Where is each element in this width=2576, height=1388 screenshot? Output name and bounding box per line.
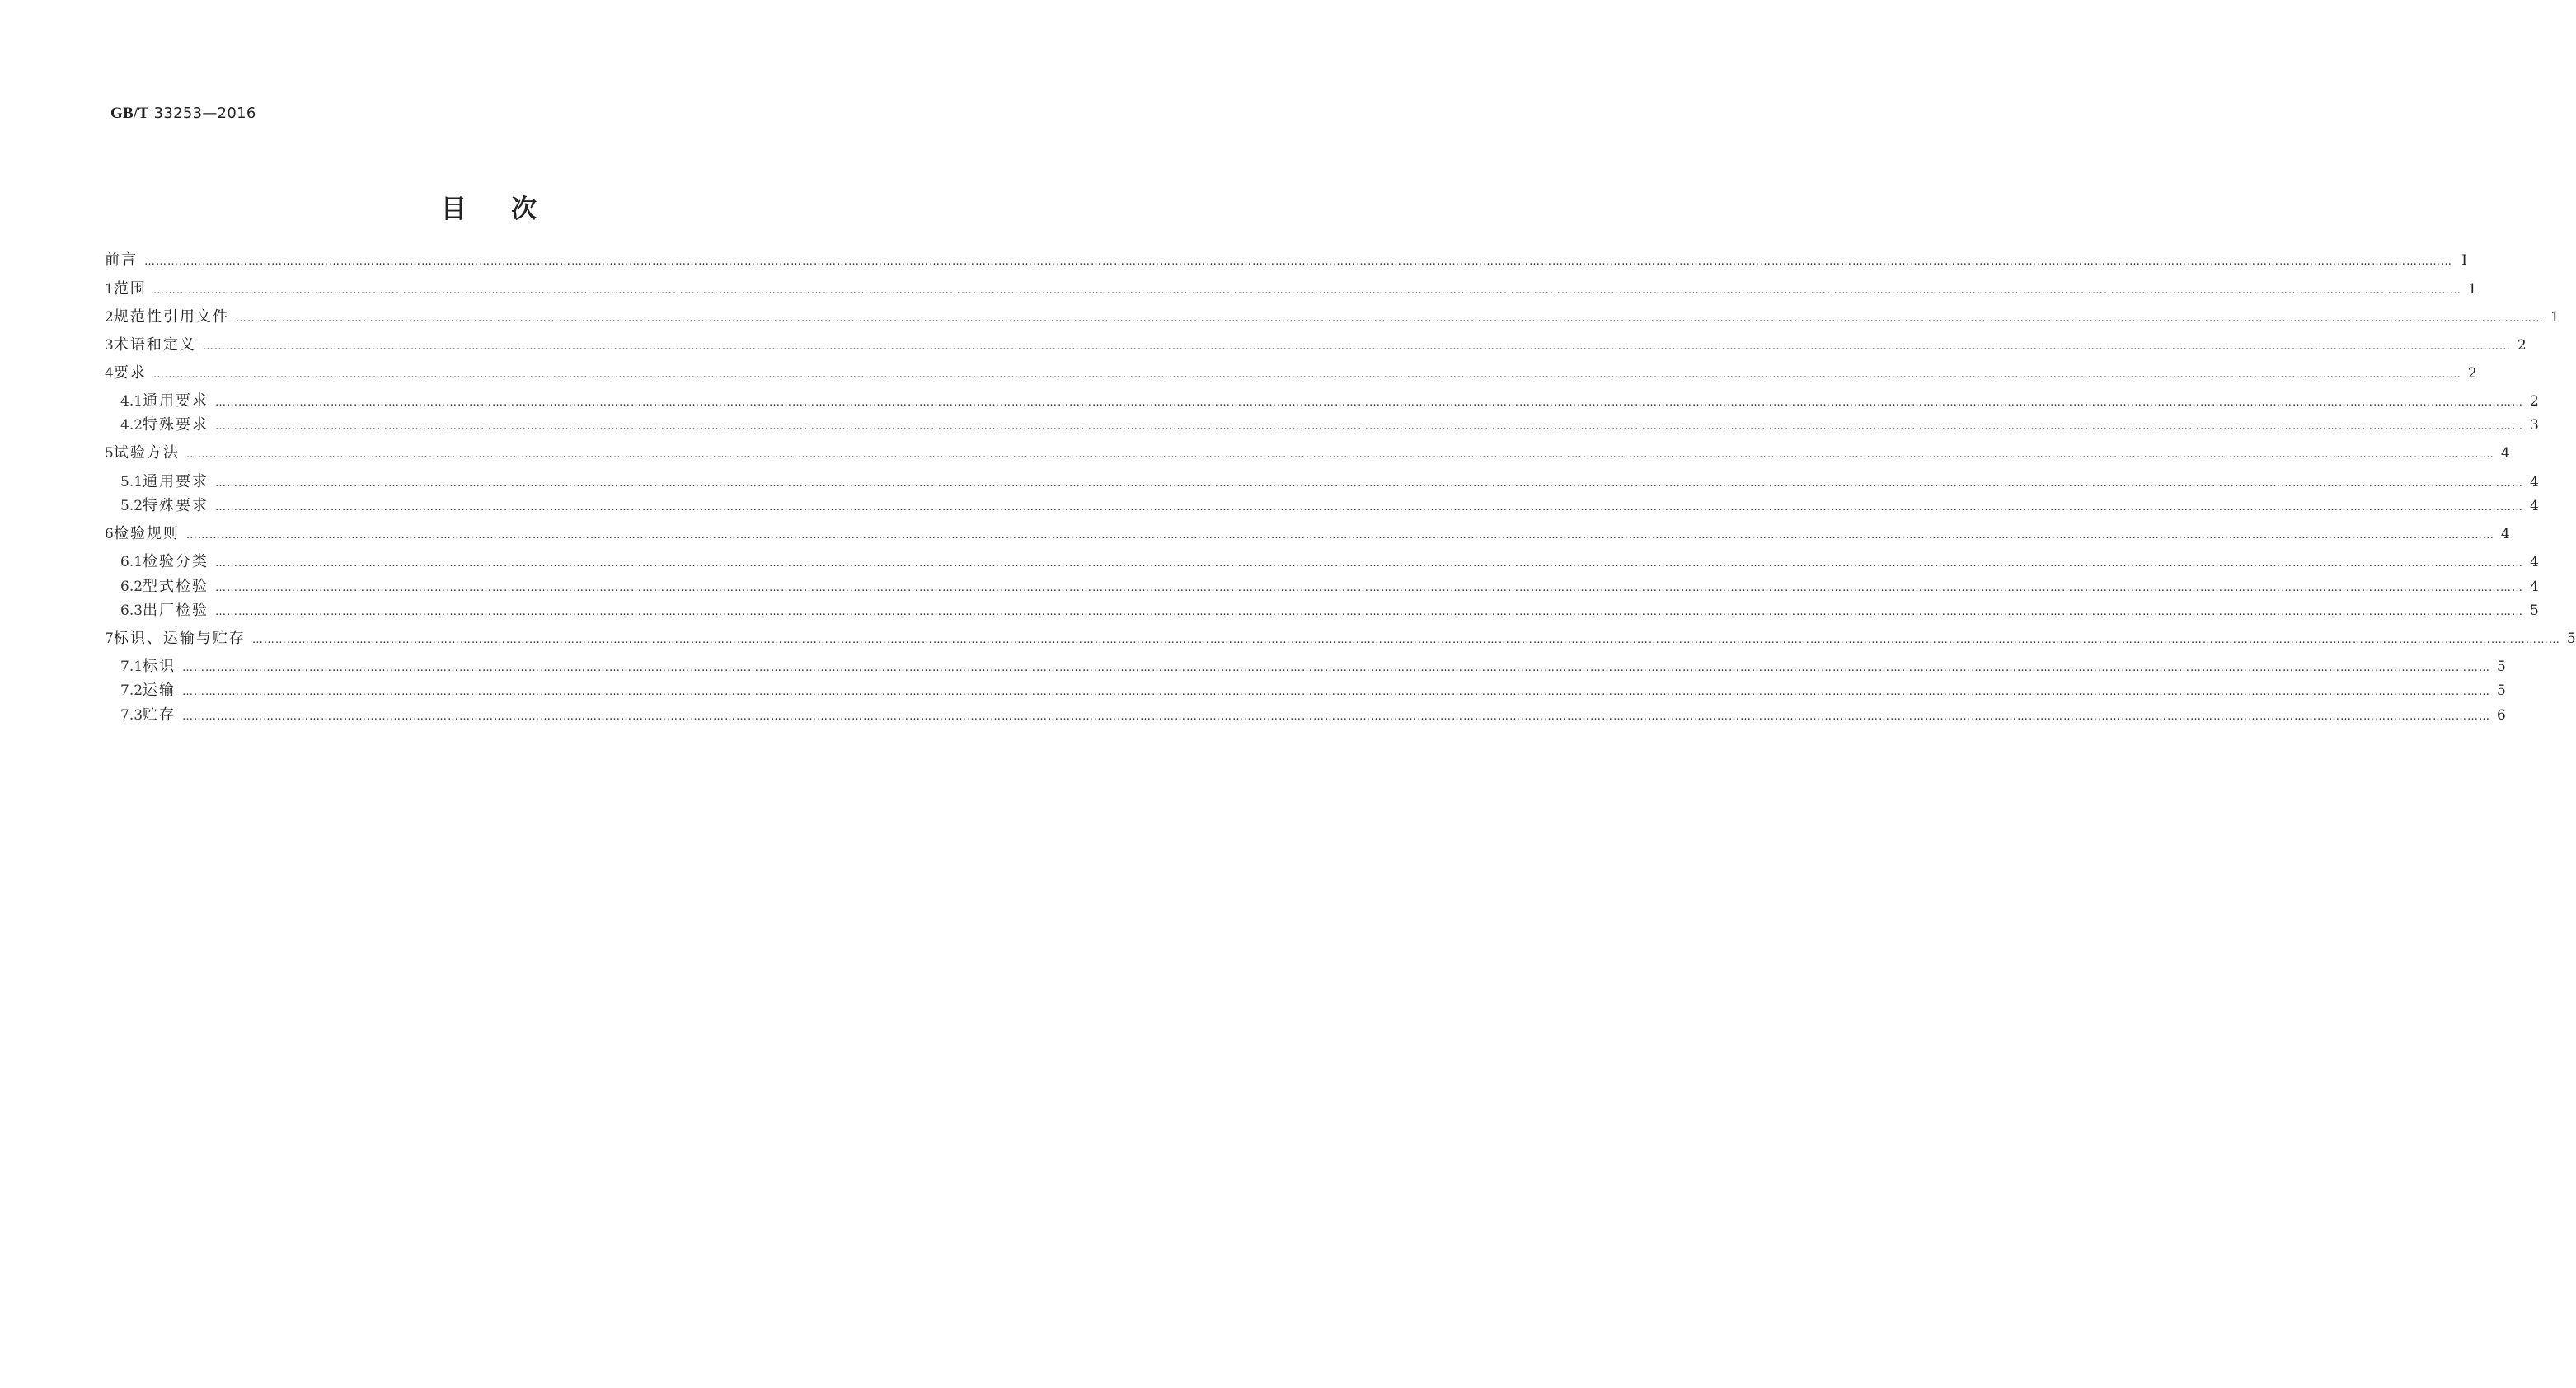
toc-entry-label: 通用要求 (143, 473, 209, 490)
toc-entry-number: 7.3 (120, 707, 143, 724)
toc-entry[interactable] (105, 279, 2477, 300)
toc-entry[interactable] (105, 335, 2527, 356)
toc-entry[interactable] (120, 656, 2506, 678)
toc-dot-leader: …………………………………………………………………………………………………………………………………………………………………………………………………………………………………………………………………………………………………………………………………………………………………………………………………………………………………………………………………………………………………………………………………………………… (251, 634, 2560, 646)
toc-dot-leader: …………………………………………………………………………………………………………………………………………………………………………………………………………………………………………………………………………………………………………………………………………………………………………………………………………………………………………………………………………………………………………………………………………………… (144, 256, 2452, 268)
toc-entry-label: 前言 (105, 251, 138, 269)
toc-dot-leader: …………………………………………………………………………………………………………………………………………………………………………………………………………………………………………………………………………………………………………………………………………………………………………………………………………………………………………………………………………………………………………………………………………………… (202, 340, 2511, 353)
toc-entry-label: 特殊要求 (143, 416, 209, 434)
toc-entry-label: 标识 (143, 658, 176, 675)
toc-dot-leader: …………………………………………………………………………………………………………………………………………………………………………………………………………………………………………………………………………………………………………………………………………………………………………………………………………………………………………………………………………………………………………………………………………………… (152, 368, 2461, 381)
toc-entry-number: 6.2 (120, 579, 143, 595)
toc-entry-number: 3 (105, 337, 114, 354)
toc-entry-number: 6.1 (120, 554, 143, 570)
toc-dot-leader: …………………………………………………………………………………………………………………………………………………………………………………………………………………………………………………………………………………………………………………………………………………………………………………………………………………………………………………………………………………………………………………………………………………… (152, 284, 2461, 297)
toc-entry-number: 7.2 (120, 682, 143, 699)
toc-dot-leader: …………………………………………………………………………………………………………………………………………………………………………………………………………………………………………………………………………………………………………………………………………………………………………………………………………………………………………………………………………………………………………………………………………………… (185, 448, 2494, 461)
toc-entry[interactable] (105, 307, 2560, 328)
toc-entry-label: 检验分类 (143, 553, 209, 570)
toc-entry-number: 1 (105, 281, 114, 298)
toc-entry-page: 5 (2497, 659, 2506, 675)
toc-entry[interactable] (105, 523, 2510, 545)
toc-entry-page: 1 (2550, 309, 2560, 326)
toc-entry[interactable] (120, 680, 2506, 701)
toc-entry-page: Ⅰ (2461, 252, 2467, 269)
standard-number-value: 33253—2016 (153, 105, 256, 122)
toc-entry-number: 7.1 (120, 659, 143, 675)
toc-entry-page: 5 (2497, 682, 2506, 699)
toc-entry[interactable] (120, 415, 2539, 436)
toc-entry-number: 5 (105, 445, 114, 462)
toc-entry-page: 2 (2530, 393, 2539, 410)
toc-entry[interactable] (105, 363, 2477, 384)
toc-entry-page: 5 (2566, 631, 2576, 647)
toc-entry[interactable] (105, 443, 2510, 464)
toc-entry-page: 2 (2517, 337, 2527, 354)
toc-dot-leader: …………………………………………………………………………………………………………………………………………………………………………………………………………………………………………………………………………………………………………………………………………………………………………………………………………………………………………………………………………………………………………………………………………………… (182, 662, 2491, 674)
toc-entry[interactable] (120, 551, 2539, 573)
toc-entry-number: 7 (105, 631, 114, 647)
toc-dot-leader: …………………………………………………………………………………………………………………………………………………………………………………………………………………………………………………………………………………………………………………………………………………………………………………………………………………………………………………………………………………………………………………………………………………… (185, 529, 2494, 542)
toc-dot-leader: …………………………………………………………………………………………………………………………………………………………………………………………………………………………………………………………………………………………………………………………………………………………………………………………………………………………………………………………………………………………………………………………………………………… (182, 710, 2491, 723)
toc-entry-label: 要求 (113, 364, 147, 382)
toc-entry-label: 范围 (113, 280, 147, 298)
toc-dot-leader: …………………………………………………………………………………………………………………………………………………………………………………………………………………………………………………………………………………………………………………………………………………………………………………………………………………………………………………………………………………………………………………………………………………… (235, 312, 2544, 325)
toc-entry-number: 4.2 (120, 417, 143, 434)
toc-entry-label: 试验方法 (113, 444, 180, 462)
toc-entry-number: 6 (105, 526, 114, 542)
toc-entry-label: 标识、运输与贮存 (113, 630, 246, 647)
toc-entry[interactable] (120, 705, 2506, 726)
toc-entry-page: 3 (2530, 417, 2539, 434)
toc-entry-page: 6 (2497, 707, 2506, 724)
toc-entry-page: 4 (2530, 474, 2539, 490)
toc-dot-leader: …………………………………………………………………………………………………………………………………………………………………………………………………………………………………………………………………………………………………………………………………………………………………………………………………………………………………………………………………………………………………………………………………………………… (215, 477, 2524, 490)
toc-entry[interactable] (120, 600, 2539, 621)
toc-entry-number: 2 (105, 309, 114, 326)
toc-dot-leader: …………………………………………………………………………………………………………………………………………………………………………………………………………………………………………………………………………………………………………………………………………………………………………………………………………………………………………………………………………………………………………………………………………………… (215, 606, 2524, 618)
toc-entry-label: 型式检验 (143, 578, 209, 595)
toc-entry-number: 6.3 (120, 603, 143, 619)
toc-entry[interactable] (120, 471, 2539, 493)
toc-entry-label: 通用要求 (143, 392, 209, 410)
toc-entry-label: 特殊要求 (143, 497, 209, 514)
toc-dot-leader: …………………………………………………………………………………………………………………………………………………………………………………………………………………………………………………………………………………………………………………………………………………………………………………………………………………………………………………………………………………………………………………………………………………… (182, 686, 2491, 698)
toc-entry-number: 5.1 (120, 474, 143, 490)
toc-dot-leader: …………………………………………………………………………………………………………………………………………………………………………………………………………………………………………………………………………………………………………………………………………………………………………………………………………………………………………………………………………………………………………………………………………………… (215, 582, 2524, 594)
toc-entry[interactable] (105, 628, 2576, 649)
toc-entry-page: 4 (2530, 498, 2539, 514)
toc-dot-leader: …………………………………………………………………………………………………………………………………………………………………………………………………………………………………………………………………………………………………………………………………………………………………………………………………………………………………………………………………………………………………………………………………………………… (215, 420, 2524, 433)
toc-dot-leader: …………………………………………………………………………………………………………………………………………………………………………………………………………………………………………………………………………………………………………………………………………………………………………………………………………………………………………………………………………………………………………………………………………………… (215, 501, 2524, 513)
toc-entry-page: 1 (2467, 281, 2477, 298)
toc-entry-number: 4 (105, 365, 114, 382)
toc-entry-label: 检验规则 (113, 525, 180, 542)
toc-entry-number: 4.1 (120, 393, 143, 410)
toc-entry[interactable] (120, 576, 2539, 598)
toc-entry-page: 4 (2530, 579, 2539, 595)
toc-entry-label: 出厂检验 (143, 602, 209, 619)
toc-title: 目次 (441, 195, 581, 224)
standard-code: GB/T (110, 105, 149, 122)
toc-entry-label: 运输 (143, 682, 176, 699)
toc-entry-page: 4 (2500, 526, 2510, 542)
toc-entry-page: 4 (2500, 445, 2510, 462)
toc-entry[interactable] (120, 391, 2539, 412)
toc-entry[interactable] (105, 250, 2467, 271)
toc-entry-page: 4 (2530, 554, 2539, 570)
toc-entry-page: 2 (2467, 365, 2477, 382)
toc-entry-label: 术语和定义 (113, 336, 196, 354)
toc-entry-number: 5.2 (120, 498, 143, 514)
toc-dot-leader: …………………………………………………………………………………………………………………………………………………………………………………………………………………………………………………………………………………………………………………………………………………………………………………………………………………………………………………………………………………………………………………………………………………… (215, 396, 2524, 409)
toc-entry-label: 贮存 (143, 706, 176, 724)
toc-entry-page: 5 (2530, 603, 2539, 619)
toc-entry-label: 规范性引用文件 (113, 308, 229, 326)
toc-entry[interactable] (120, 495, 2539, 517)
toc-dot-leader: …………………………………………………………………………………………………………………………………………………………………………………………………………………………………………………………………………………………………………………………………………………………………………………………………………………………………………………………………………………………………………………………………………………… (215, 557, 2524, 570)
